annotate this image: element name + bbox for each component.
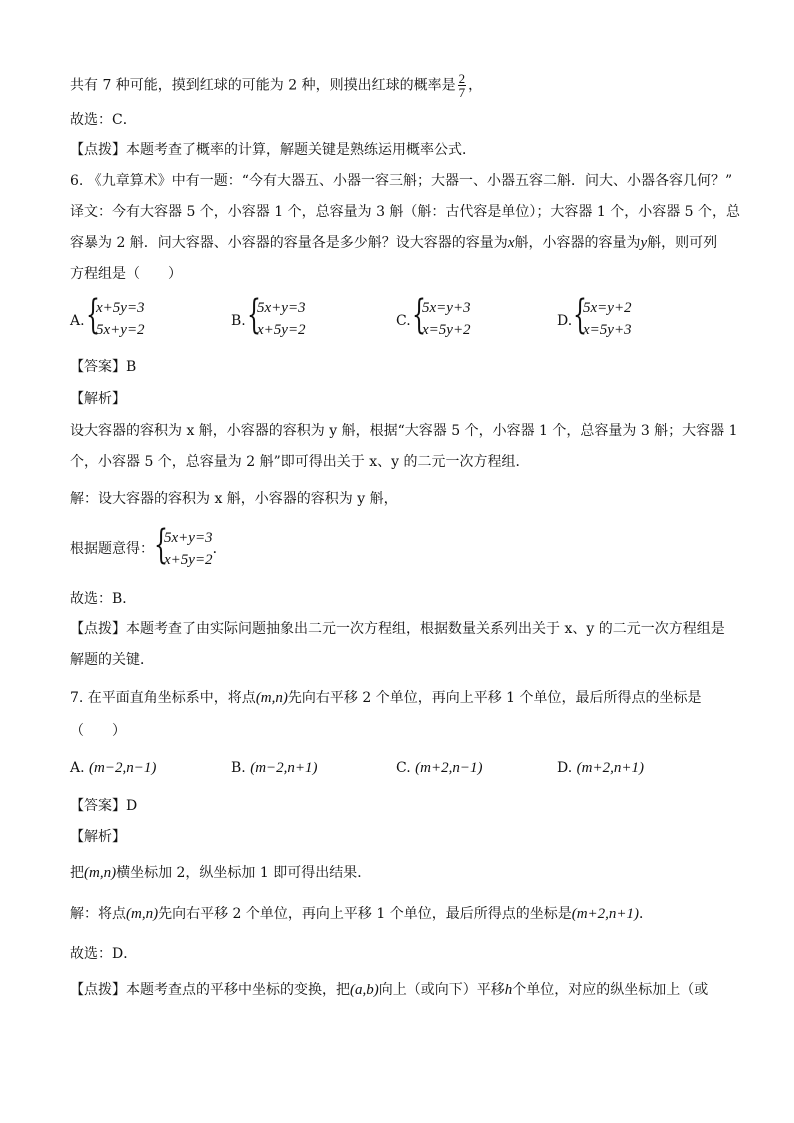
answer-label: 【答案】B — [70, 359, 137, 375]
question-6-line-1: 6. 《九章算术》中有一题：“今有大器五、小器一容三斛；大器一、小器五容二斛．问大、小器各容几何？” — [70, 173, 733, 189]
option-label: A. — [70, 313, 85, 329]
fraction-denominator: 7 — [458, 85, 466, 100]
equation-system: { 5x=y+3 x=5y+2 — [412, 297, 471, 341]
text: 解：将点 — [70, 906, 126, 922]
option-value: (m+2,n+1) — [576, 760, 644, 776]
equation-system: { x+5y=3 5x+y=2 — [86, 297, 145, 341]
answer-label: 【答案】D — [70, 798, 138, 814]
text: 斛，小容器的容量为 — [514, 235, 641, 251]
equation-1: 5x=y+2 — [583, 300, 632, 316]
option-label: D. — [557, 313, 573, 329]
equation-2: x+5y=2 — [257, 322, 306, 338]
solution-line — [70, 904, 653, 924]
question-6-line-3 — [70, 233, 717, 253]
text: 把 — [70, 865, 84, 881]
point-expression: (m,n) — [126, 906, 159, 922]
question-6-line-2: 译文：今有大容器 5 个，小容器 1 个，总容量为 3 斛（斛：古代容是单位）；大容器 1 个，小容器 5 个，总 — [70, 204, 741, 220]
solution-line-2 — [70, 522, 227, 571]
equation-system: { 5x+y=3 x+5y=2 — [247, 297, 306, 341]
result-expression: (m+2,n+1) — [571, 906, 640, 922]
option-d[interactable] — [557, 758, 644, 778]
text: 先向右平移 2 个单位，再向上平移 1 个单位，最后所得点的坐标是 — [287, 690, 702, 706]
equation-system: { 5x=y+2 x=5y+3 — [573, 297, 632, 341]
option-b[interactable] — [231, 758, 318, 778]
equation-system: { 5x+y=3 x+5y=2 — [154, 527, 213, 571]
option-value: (m−2,n+1) — [250, 760, 318, 776]
option-label: A. — [70, 760, 85, 776]
option-a[interactable] — [70, 758, 156, 778]
text: 7. 在平面直角坐标系中，将点 — [70, 690, 256, 706]
paragraph-probability — [70, 72, 482, 99]
equation-1: 5x=y+3 — [422, 300, 471, 316]
option-label: B. — [231, 313, 246, 329]
analysis-line-1: 设大容器的容积为 x 斛，小容器的容积为 y 斛，根据“大容器 5 个，小容器 1 个，总容量为 3 斛；大容器 1 — [70, 423, 738, 439]
option-c[interactable] — [396, 758, 482, 778]
question-7-line-2: （ ） — [70, 723, 126, 739]
equation-1: x+5y=3 — [96, 300, 145, 316]
text: 先向右平移 2 个单位，再向上平移 1 个单位，最后所得点的坐标是 — [158, 906, 572, 922]
fraction — [458, 72, 467, 99]
option-value: (m+2,n−1) — [415, 760, 483, 776]
option-label: D. — [557, 760, 573, 776]
text: ， — [468, 77, 483, 94]
analysis-heading: 【解析】 — [70, 391, 126, 407]
option-label: B. — [231, 760, 246, 776]
point-expression: (a,b) — [350, 982, 379, 998]
text: ． — [639, 906, 654, 922]
analysis-line-2: 个，小容器 5 个，总容量为 2 斛”即可得出关于 x、y 的二元一次方程组． — [70, 454, 530, 470]
tip-line — [70, 980, 708, 1000]
equation-1: 5x+y=3 — [257, 300, 306, 316]
analysis-heading: 【解析】 — [70, 829, 126, 845]
tip-line-1: 【点拨】本题考查了由实际问题抽象出二元一次方程组，根据数量关系列出关于 x、y 的二元一次方程组是 — [70, 621, 725, 637]
option-label: C. — [396, 313, 411, 329]
text: 斛，则可列 — [647, 235, 718, 251]
option-label: C. — [396, 760, 411, 776]
equation-2: x+5y=2 — [164, 552, 213, 568]
fraction-numerator: 2 — [458, 71, 466, 86]
solution-line-1: 解：设大容器的容积为 x 斛，小容器的容积为 y 斛， — [70, 491, 398, 507]
question-6-line-4: 方程组是（ ） — [70, 266, 182, 282]
text: 【点拨】本题考查点的平移中坐标的变换，把 — [70, 982, 350, 998]
text: 根据题意得： — [70, 541, 154, 557]
equation-2: x=5y+2 — [422, 322, 471, 338]
equation-2: 5x+y=2 — [96, 322, 145, 338]
option-value: (m−2,n−1) — [89, 760, 157, 776]
question-7-line-1 — [70, 688, 702, 708]
variable-x: x — [507, 235, 515, 251]
analysis-line — [70, 863, 371, 883]
equation-1: 5x+y=3 — [164, 530, 213, 546]
text: 个单位，对应的纵坐标加上（或 — [512, 982, 709, 998]
point-expression: (m,n) — [84, 865, 117, 881]
point-expression: (m,n) — [255, 690, 288, 706]
text: 横坐标加 2，纵坐标加 1 即可得出结果． — [116, 865, 372, 881]
variable-y: y — [640, 235, 648, 251]
tip-line: 【点拨】本题考查了概率的计算，解题关键是熟练运用概率公式． — [70, 142, 476, 158]
variable-h: h — [504, 982, 513, 998]
tip-line-2: 解题的关键． — [70, 652, 154, 668]
text: 共有 7 种可能，摸到红球的可能为 2 种，则摸出红球的概率是 — [70, 77, 456, 94]
text: 向上（或向下）平移 — [378, 982, 505, 998]
choice-line: 故选：B． — [70, 591, 137, 607]
equation-2: x=5y+3 — [583, 322, 632, 338]
text: 容暴为 2 斛．问大容器、小容器的容量各是多少斛？设大容器的容量为 — [70, 235, 508, 251]
choice-line: 故选：D． — [70, 946, 138, 962]
choice-line: 故选：C． — [70, 112, 137, 128]
text: ． — [212, 541, 227, 557]
